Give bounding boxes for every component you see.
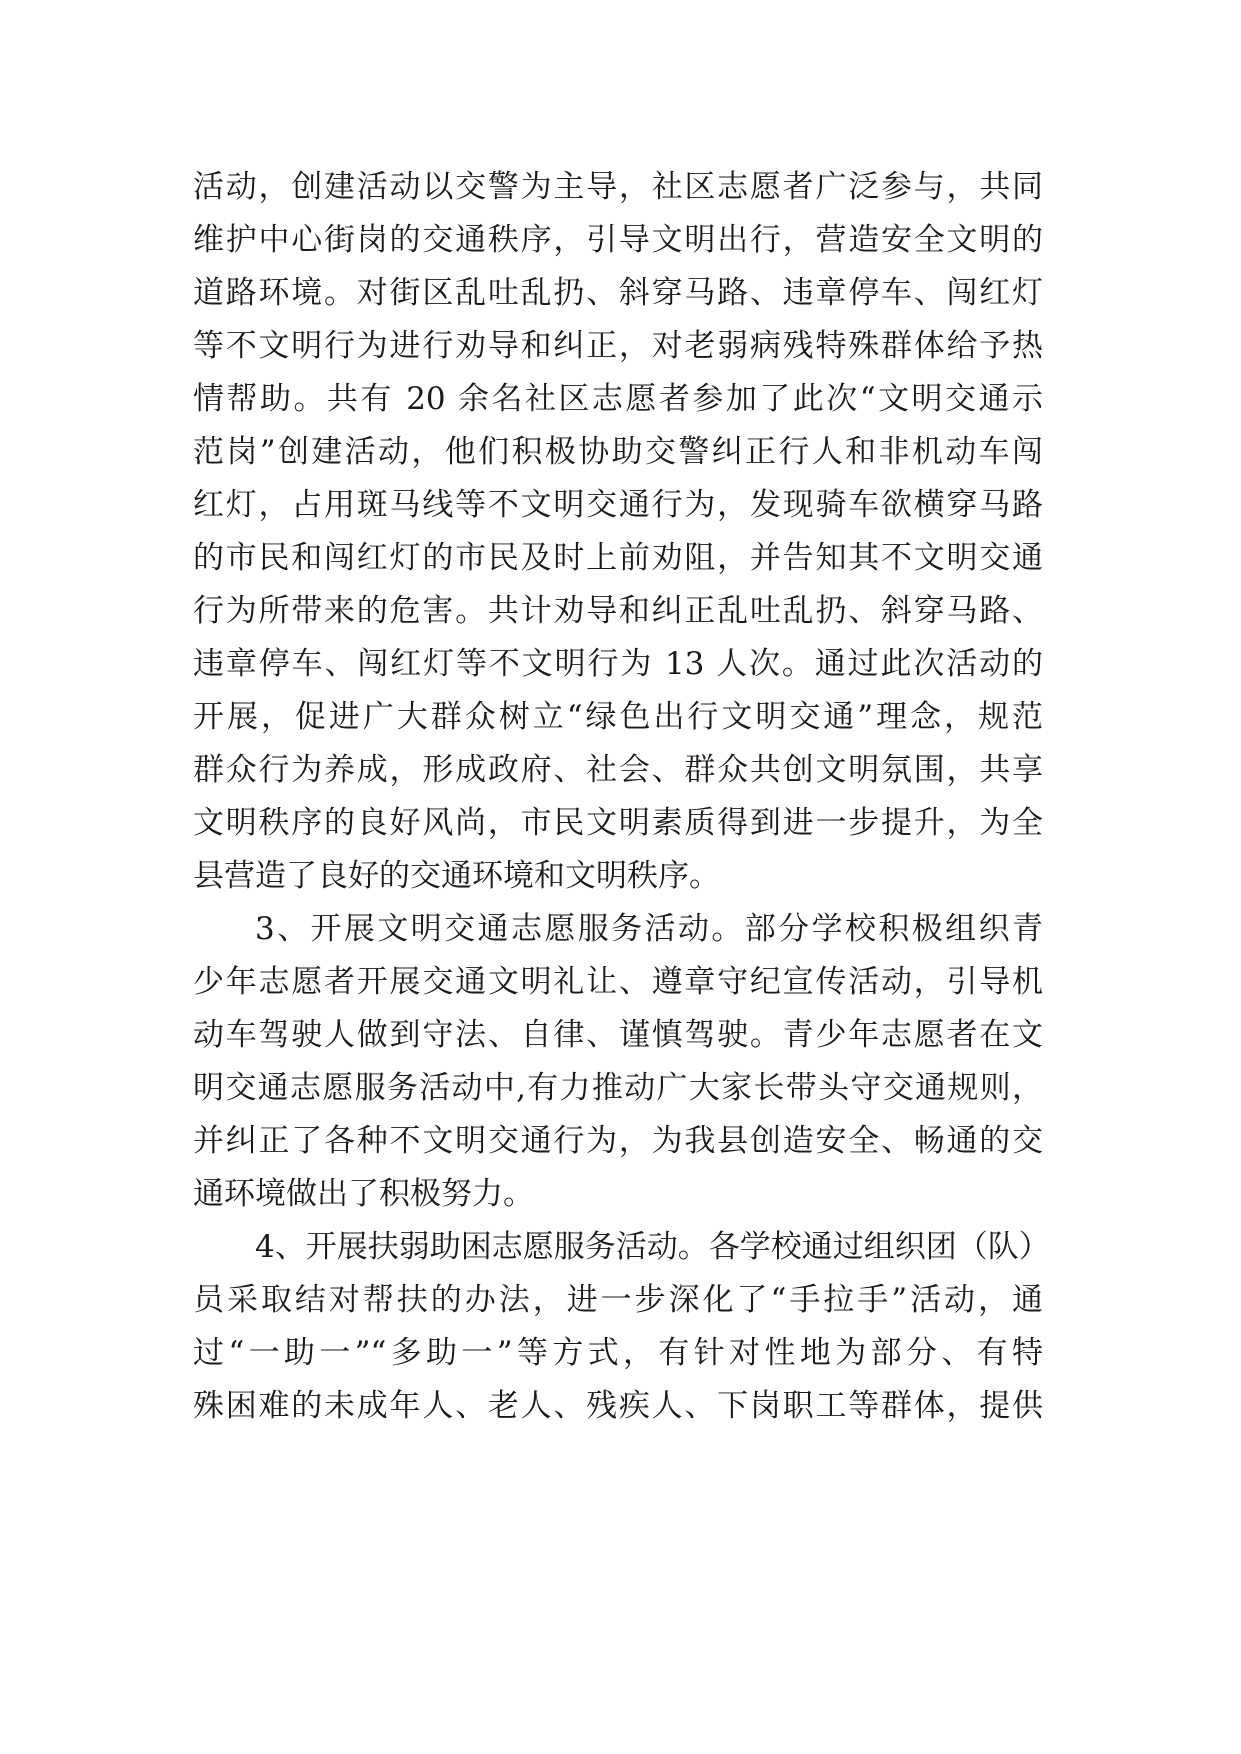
text-line: 员采取结对帮扶的办法，进一步深化了“手拉手”活动，通 <box>193 1282 1043 1318</box>
text-line: 道路环境。对街区乱吐乱扔、斜穿马路、违章停车、闯红灯 <box>193 275 1043 311</box>
text-line: 并纠正了各种不文明交通行为，为我县创造安全、畅通的交 <box>193 1123 1043 1159</box>
text-line: 范岗”创建活动，他们积极协助交警纠正行人和非机动车闯 <box>193 434 1043 470</box>
text-line: 的市民和闯红灯的市民及时上前劝阻，并告知其不文明交通 <box>193 540 1043 576</box>
text-line: 殊困难的未成年人、老人、残疾人、下岗职工等群体，提供 <box>193 1388 1043 1424</box>
text-line: 文明秩序的良好风尚，市民文明素质得到进一步提升，为全 <box>193 805 1043 841</box>
text-line: 少年志愿者开展交通文明礼让、遵章守纪宣传活动，引导机 <box>193 964 1043 1000</box>
paragraph-2 <box>193 903 1043 1221</box>
text-line: 动车驾驶人做到守法、自律、谨慎驾驶。青少年志愿者在文 <box>193 1017 1043 1053</box>
text-line: 等不文明行为进行劝导和纠正，对老弱病残特殊群体给予热 <box>193 328 1043 364</box>
text-line: 通环境做出了积极努力。 <box>193 1176 534 1212</box>
text-line: 活动，创建活动以交警为主导，社区志愿者广泛参与，共同 <box>193 169 1043 205</box>
text-line: 开展，促进广大群众树立“绿色出行文明交通”理念，规范 <box>193 699 1043 735</box>
text-line: 情帮助。共有 20 余名社区志愿者参加了此次“文明交通示 <box>193 381 1043 417</box>
text-line: 明交通志愿服务活动中,有力推动广大家长带头守交通规则， <box>193 1070 1043 1106</box>
text-line: 3、开展文明交通志愿服务活动。部分学校积极组织青 <box>255 911 1043 947</box>
text-line: 群众行为养成，形成政府、社会、群众共创文明氛围，共享 <box>193 752 1043 788</box>
document-body <box>193 161 1050 1433</box>
text-line: 维护中心街岗的交通秩序，引导文明出行，营造安全文明的 <box>193 222 1043 258</box>
text-line: 4、开展扶弱助困志愿服务活动。各学校通过组织团（队） <box>255 1229 1050 1265</box>
text-line: 行为所带来的危害。共计劝导和纠正乱吐乱扔、斜穿马路、 <box>193 593 1043 629</box>
text-line: 县营造了良好的交通环境和文明秩序。 <box>193 858 720 894</box>
paragraph-1 <box>193 161 1043 903</box>
text-line: 过“一助一”“多助一”等方式，有针对性地为部分、有特 <box>193 1335 1043 1371</box>
paragraph-3 <box>193 1221 1050 1433</box>
text-line: 红灯，占用斑马线等不文明交通行为，发现骑车欲横穿马路 <box>193 487 1043 523</box>
text-line: 违章停车、闯红灯等不文明行为 13 人次。通过此次活动的 <box>193 646 1043 682</box>
